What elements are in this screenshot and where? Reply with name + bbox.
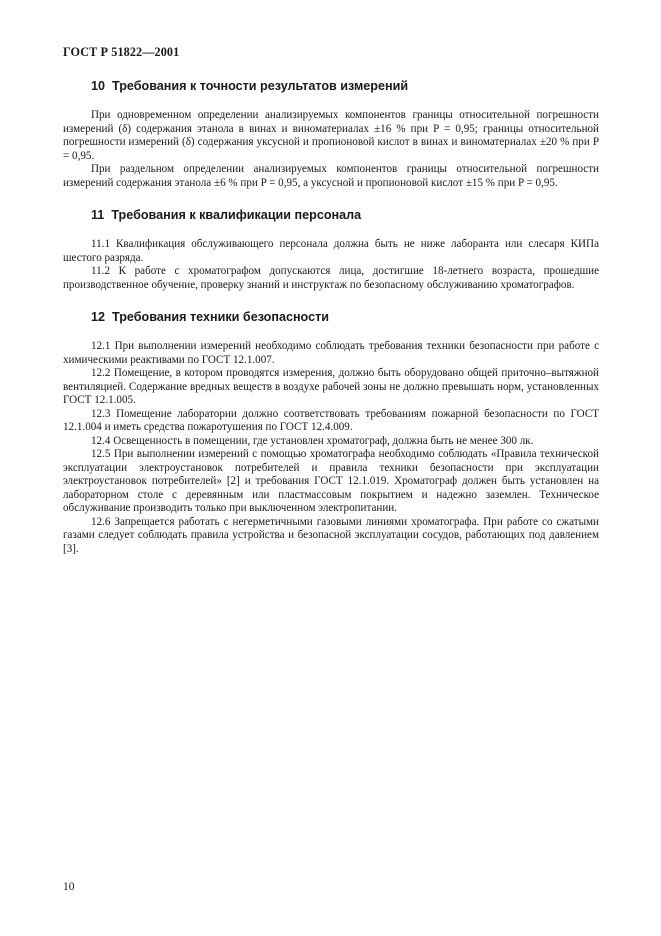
section-number: 11 [91, 208, 105, 222]
section-heading [91, 207, 599, 223]
section-10 [63, 78, 599, 190]
section-title: Требования к квалификации персонала [111, 208, 362, 222]
paragraph: 12.2 Помещение, в котором проводятся измерения, должно быть оборудовано общей приточно–вытяжной вентиляцией. Содержание вредных веществ в воздухе рабочей зоны не должно превышать норм, установленных ГОСТ 12.1.005. [63, 367, 599, 406]
section-heading [91, 309, 599, 325]
section-title: Требования техники безопасности [112, 310, 329, 324]
section-title: Требования к точности результатов измерений [112, 79, 409, 93]
paragraph: При раздельном определении анализируемых компонентов границы относительной погрешности измерений содержания этанола ±6 % при P = 0,95, а уксусной и пропионовой кислот ±15 % при P = 0,95. [63, 163, 599, 189]
section-number: 10 [91, 79, 106, 93]
paragraph: При одновременном определении анализируемых компонентов границы относительной погрешности измерений (δ) содержания этанола в винах и виноматериалах ±16 % при P = 0,95; границы относительной погрешности измерений (δ) содержания уксусной и пропионовой кислот в винах и виноматериалах ±20 % при P = 0,95. [63, 109, 599, 162]
section-heading [91, 78, 599, 94]
section-12 [63, 309, 599, 556]
paragraph: 11.1 Квалификация обслуживающего персонала должна быть не ниже лаборанта или слесаря КИПа шестого разряда. [63, 238, 599, 264]
paragraph: 12.4 Освещенность в помещении, где установлен хроматограф, должна быть не менее 300 лк. [91, 434, 534, 447]
section-number: 12 [91, 310, 106, 324]
paragraph: 11.2 К работе с хроматографом допускаются лица, достигшие 18-летнего возраста, прошедшие производственное обучение, проверку знаний и инструктаж по безопасному обслуживанию хроматографов. [63, 265, 599, 291]
section-11 [63, 207, 599, 292]
document-body [63, 78, 599, 556]
document-header: ГОСТ Р 51822—2001 [63, 45, 180, 59]
paragraph: 12.6 Запрещается работать с негерметичными газовыми линиями хроматографа. При работе со сжатыми газами следует соблюдать правила устройства и безопасной эксплуатации сосудов, работающих под давлением [3]. [63, 515, 599, 555]
paragraph: 12.5 При выполнении измерений с помощью хроматографа необходимо соблюдать «Правила технической эксплуатации электроустановок потребителей и правила техники безопасности при эксплуатации электроустановок потребителей» [2] и требования ГОСТ 12.1.019. Хроматограф должен быть установлен на лабораторном столе с деревянным или пластмассовым покрытием и надежно заземлен. Техническое обслуживание производить только при выключенном электропитании. [63, 448, 599, 514]
page-number: 10 [63, 881, 75, 893]
paragraph: 12.3 Помещение лаборатории должно соответствовать требованиям пожарной безопасности по ГОСТ 12.1.004 и иметь средства пожаротушения по ГОСТ 12.4.009. [63, 407, 599, 433]
paragraph: 12.1 При выполнении измерений необходимо соблюдать требования техники безопасности при работе с химическими реактивами по ГОСТ 12.1.007. [63, 340, 599, 366]
